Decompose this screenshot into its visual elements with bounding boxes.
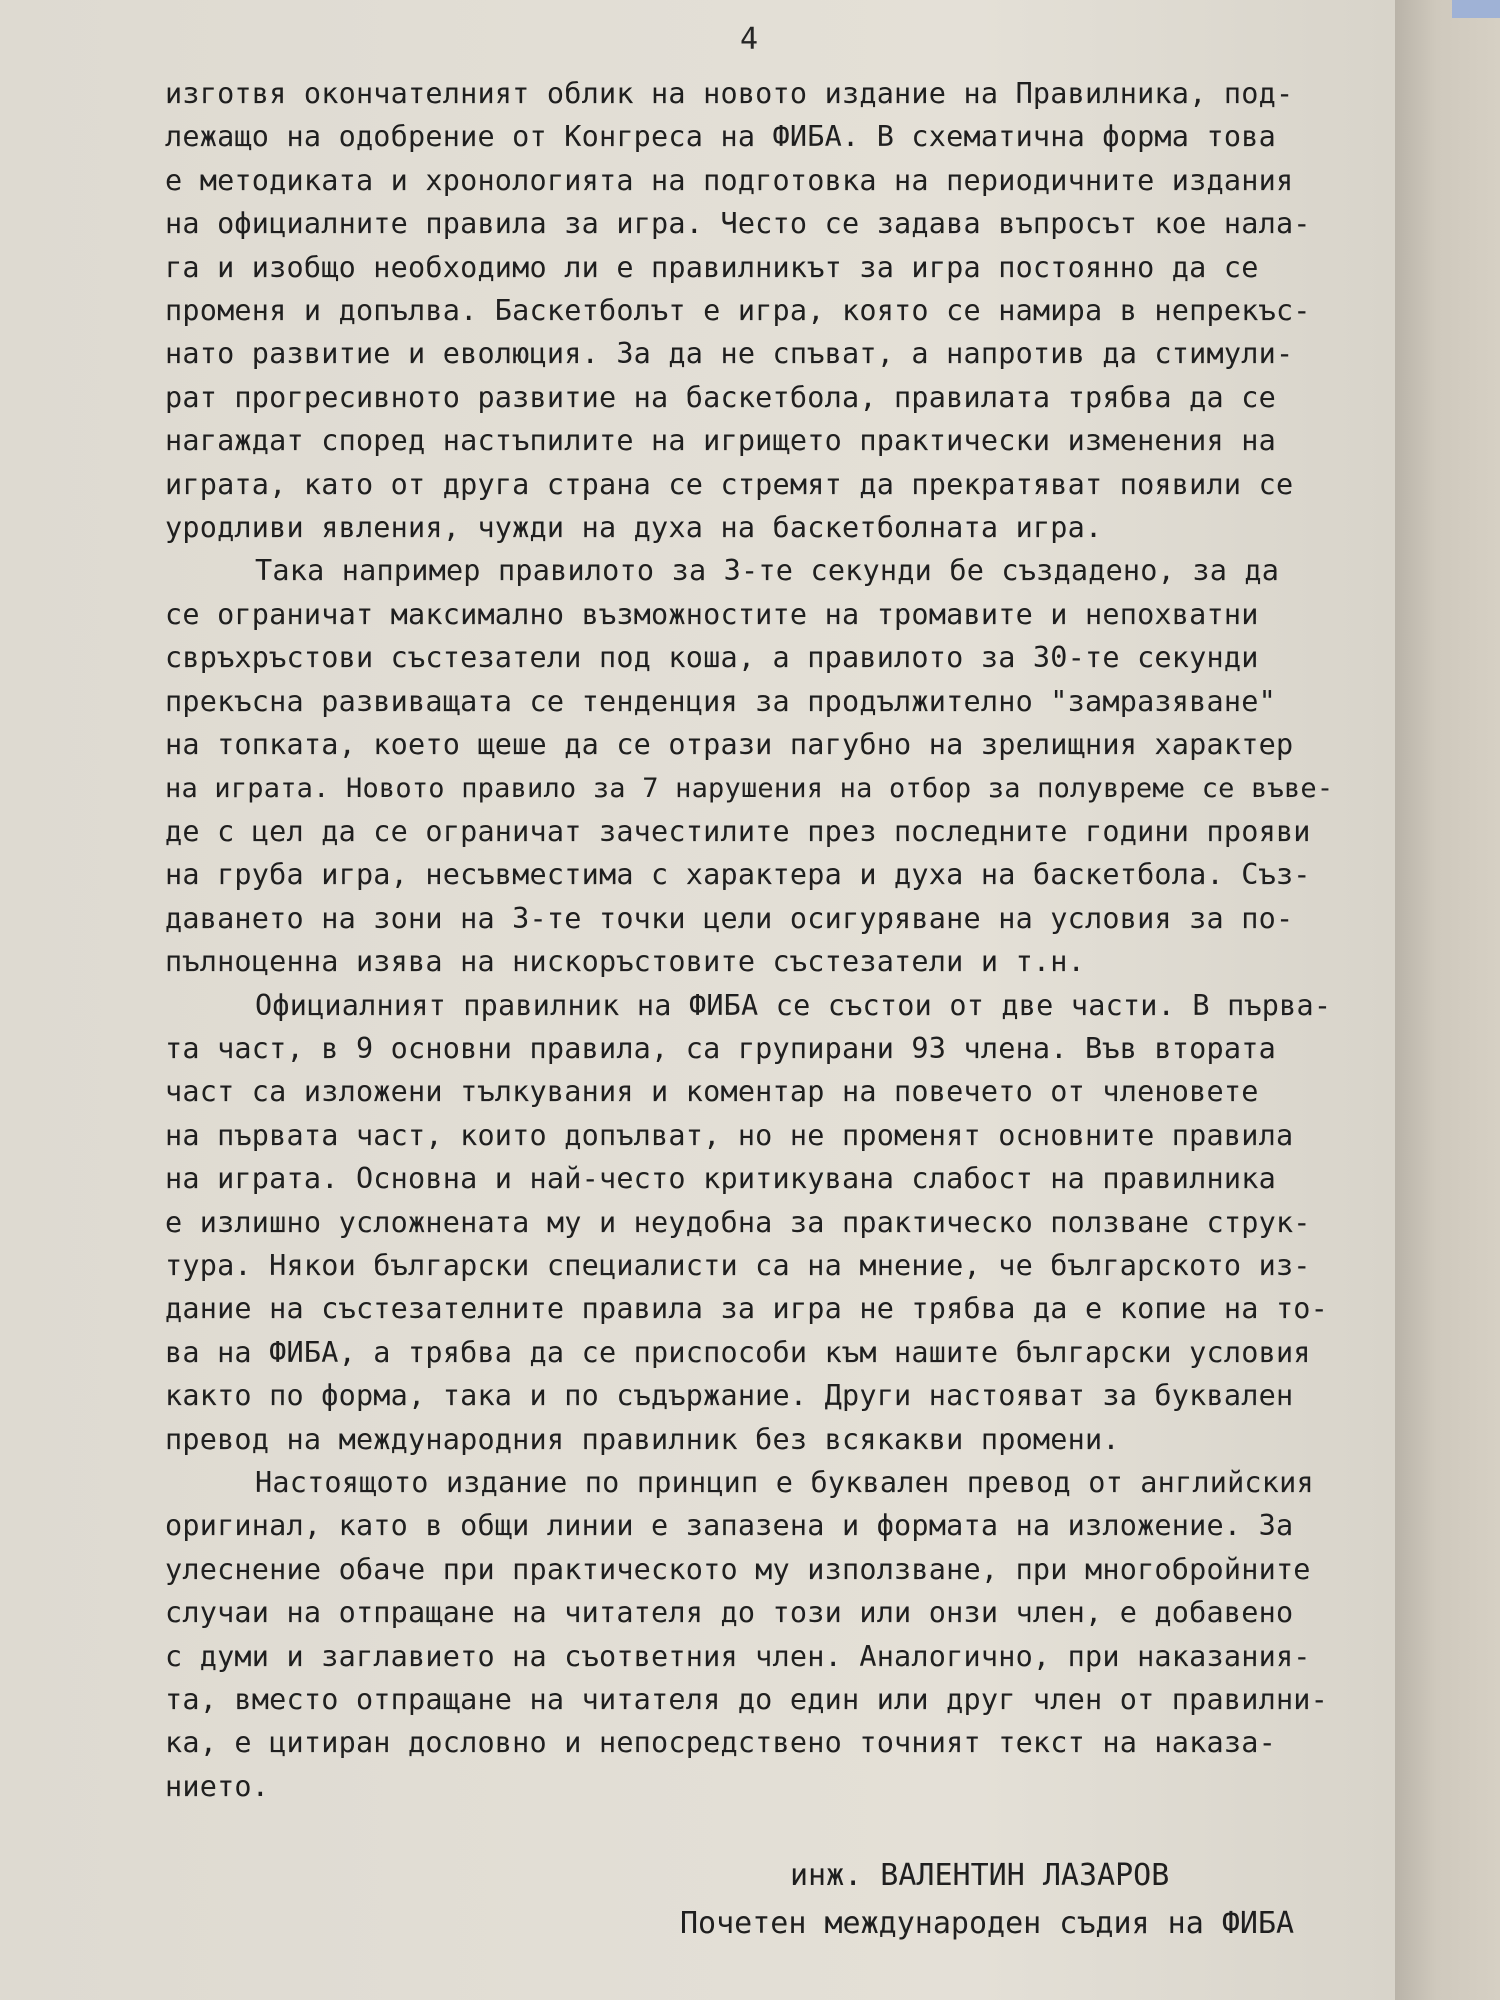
text-line: уродливи явления, чужди на духа на баскетболната игра. — [165, 511, 1103, 545]
background-blue-strip — [1452, 0, 1500, 18]
text-line: част са изложени тълкувания и коментар на повечето от членовете — [165, 1075, 1259, 1109]
text-line: га и изобщо необходимо ли е правилникът за игра постоянно да се — [165, 250, 1259, 284]
text-line: Така например правилото за 3-те секунди бе създадено, за да — [255, 554, 1280, 588]
text-line: с думи и заглавието на съответния член. Аналогично, при наказания- — [165, 1639, 1311, 1673]
text-line: даването на зони на 3-те точки цели осигуряване на условия за по- — [165, 901, 1294, 935]
text-line: на официалните правила за игра. Често се задава въпросът кое нала- — [165, 207, 1311, 241]
text-line: на топката, което щеше да се отрази пагубно на зрелищния характер — [165, 728, 1294, 762]
text-line: ва на ФИБА, а трябва да се приспособи към нашите български условия — [165, 1335, 1311, 1369]
text-line: Настоящото издание по принцип е буквален превод от английския — [255, 1466, 1314, 1499]
text-line: на играта. Основна и най-често критикувана слабост на правилника — [165, 1162, 1276, 1196]
text-line: на играта. Новото правило за 7 нарушения на отбор за полувреме се въве- — [165, 772, 1334, 804]
text-line: играта, като от друга страна се стремят да прекратяват появили се — [165, 467, 1294, 501]
text-line: се ограничат максимално възможностите на тромавите и непохватни — [165, 597, 1259, 631]
signature-title: Почетен международен съдия на ФИБА — [680, 1906, 1295, 1941]
document-body — [165, 72, 1335, 1808]
text-line: тура. Някои български специалисти са на мнение, че българското из- — [165, 1248, 1311, 1282]
paragraph — [165, 549, 1335, 983]
text-line: ка, е цитиран дословно и непосредствено точният текст на наказа- — [165, 1726, 1276, 1760]
text-line: пълноценна изява на нискоръстовите състезатели и т.н. — [165, 945, 1085, 979]
next-page-edge — [1395, 0, 1500, 2000]
text-line: оригинал, като в общи линии е запазена и формата на изложение. За — [165, 1509, 1294, 1543]
text-line: на първата част, които допълват, но не променят основните правила — [165, 1118, 1294, 1152]
text-line: изготвя окончателният облик на новото издание на Правилника, под- — [165, 77, 1294, 110]
text-line: Официалният правилник на ФИБА се състои от две части. В първа- — [255, 988, 1332, 1022]
text-line: та, вместо отпращане на читателя до един или друг член от правилни- — [165, 1683, 1329, 1717]
text-line: улеснение обаче при практическото му използване, при многобройните — [165, 1552, 1311, 1586]
text-line: рат прогресивното развитие на баскетбола, правилата трябва да се — [165, 380, 1276, 414]
text-line: променя и допълва. Баскетболът е игра, която се намира в непрекъс- — [165, 294, 1311, 328]
signature-block — [680, 1852, 1360, 1948]
paragraph — [165, 984, 1335, 1461]
text-line: та част, в 9 основни правила, са групирани 93 члена. Във втората — [165, 1031, 1276, 1065]
paragraph — [165, 1461, 1335, 1808]
text-line: нато развитие и еволюция. За да не спъват, а напротив да стимули- — [165, 337, 1294, 371]
text-line: нагаждат според настъпилите на игрището практически изменения на — [165, 424, 1276, 458]
text-line: превод на международния правилник без всякакви промени. — [165, 1422, 1120, 1456]
text-line: де с цел да се ограничат зачестилите през последните години прояви — [165, 814, 1311, 848]
text-line: лежащо на одобрение от Конгреса на ФИБА. В схематична форма това — [165, 120, 1276, 154]
text-line: на груба игра, несъвместима с характера и духа на баскетбола. Съз- — [165, 858, 1311, 892]
signature-name: инж. ВАЛЕНТИН ЛАЗАРОВ — [790, 1858, 1170, 1893]
text-line: случаи на отпращане на читателя до този или онзи член, е добавено — [165, 1596, 1294, 1630]
text-line: е методиката и хронологията на подготовка на периодичните издания — [165, 163, 1294, 197]
page-number: 4 — [740, 22, 759, 57]
text-line: както по форма, така и по съдържание. Други настояват за буквален — [165, 1379, 1294, 1413]
text-line: дание на състезателните правила за игра не трябва да е копие на то- — [165, 1292, 1329, 1326]
paragraph — [165, 72, 1335, 549]
text-line: нието. — [165, 1769, 270, 1803]
text-line: свръхръстови състезатели под коша, а правилото за 30-те секунди — [165, 641, 1259, 675]
text-line: е излишно усложнената му и неудобна за практическо ползване струк- — [165, 1205, 1311, 1239]
text-line: прекъсна развиващата се тенденция за продължително "замразяване" — [165, 684, 1276, 718]
